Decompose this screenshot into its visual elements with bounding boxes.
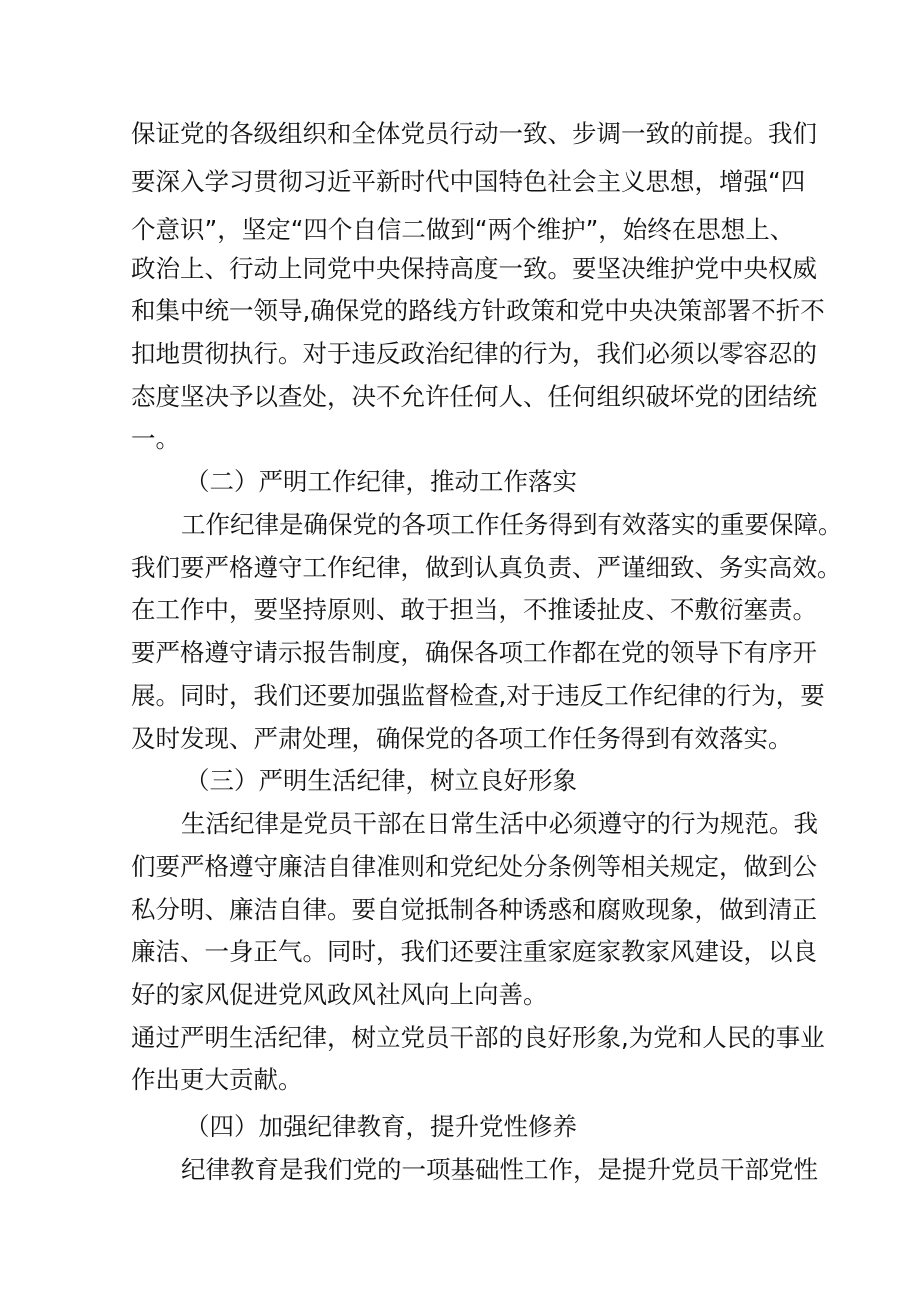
text-line: 在工作中，要坚持原则、敢于担当，不推诿扯皮、不敷衍塞责。 xyxy=(131,595,817,624)
text-line: 扣地贯彻执行。对于违反政治纪律的行为，我们必须以零容忍的 xyxy=(131,339,817,368)
text-line: 生活纪律是党员干部在日常生活中必须遵守的行为规范。我 xyxy=(181,809,818,838)
section-heading: （二）严明工作纪律，推动工作落实 xyxy=(185,467,577,496)
text-line: 及时发现、严肃处理，确保党的各项工作任务得到有效落实。 xyxy=(131,724,793,753)
section-heading: （四）加强纪律教育，提升党性修养 xyxy=(185,1112,577,1141)
text-line: 保证党的各级组织和全体党员行动一致、步调一致的前提。我们 xyxy=(131,119,817,148)
text-line: 一。 xyxy=(131,424,180,453)
text-line: 和集中统一领导,确保党的路线方针政策和党中央决策部署不折不 xyxy=(131,296,825,325)
text-line: 展。同时，我们还要加强监督检查,对于违反工作纪律的行为，要 xyxy=(131,681,825,710)
text-line: 我们要严格遵守工作纪律，做到认真负责、严谨细致、务实高效。 xyxy=(131,553,842,582)
text-line: 们要严格遵守廉洁自律准则和党纪处分条例等相关规定，做到公 xyxy=(131,852,817,881)
text-line: 政治上、行动上同党中央保持高度一致。要坚决维护党中央权威 xyxy=(131,254,817,283)
text-line: 纪律教育是我们党的一项基础性工作，是提升党员干部党性 xyxy=(181,1155,818,1184)
text-line: 要严格遵守请示报告制度，确保各项工作都在党的领导下有序开 xyxy=(131,638,817,667)
text-line: 作出更大贡献。 xyxy=(131,1065,303,1094)
text-line: 个意识”，坚定“四个自信二做到“两个维护”，始终在思想上、 xyxy=(131,215,795,244)
section-heading: （三）严明生活纪律，树立良好形象 xyxy=(185,766,577,795)
text-line: 廉洁、一身正气。同时，我们还要注重家庭家教家风建设，以良 xyxy=(131,937,817,966)
text-line: 要深入学习贯彻习近平新时代中国特色社会主义思想，增强“四 xyxy=(131,167,806,196)
text-line: 好的家风促进党风政风社风向上向善。 xyxy=(131,980,548,1009)
text-line: 态度坚决予以查处，决不允许任何人、任何组织破坏党的团结统 xyxy=(131,382,817,411)
text-line: 私分明、廉洁自律。要自觉抵制各种诱惑和腐败现象，做到清正 xyxy=(131,895,817,924)
text-line: 通过严明生活纪律，树立党员干部的良好形象,为党和人民的事业 xyxy=(131,1023,825,1052)
text-line: 工作纪律是确保党的各项工作任务得到有效落实的重要保障。 xyxy=(181,510,843,539)
